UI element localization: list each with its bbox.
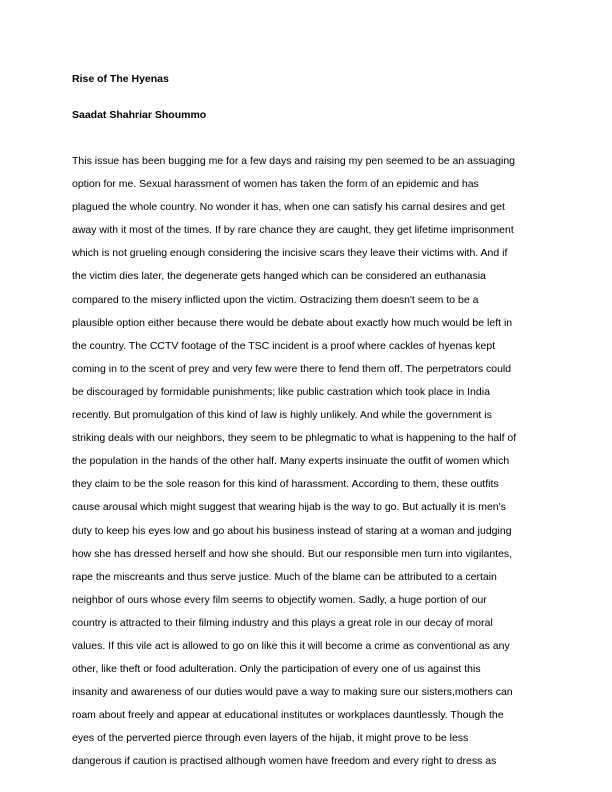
body-text-line: This issue has been bugging me for a few days and raising my pen seemed to be an assuaging	[72, 155, 516, 167]
body-text-line: be discouraged by formidable punishments; like public castration which took place in India	[72, 385, 490, 398]
body-text-line: plagued the whole country. No wonder it has, when one can satisfy his carnal desires and get	[72, 201, 505, 214]
body-text-line: rape the miscreants and thus serve justice. Much of the blame can be attributed to a certain	[72, 570, 497, 583]
body-text-line: neighbor of ours whose every film seems to objectify women. Sadly, a huge portion of our	[72, 593, 487, 606]
body-text-line: insanity and awareness of our duties would pave a way to making sure our sisters,mothers can	[72, 686, 513, 699]
author-name: Saadat Shahriar Shoummo	[72, 109, 207, 121]
body-text-line: the country. The CCTV footage of the TSC incident is a proof where cackles of hyenas kept	[72, 339, 496, 352]
body-text-line: plausible option either because there would be debate about exactly how much would be left in	[72, 316, 513, 329]
body-text-line: values. If this vile act is allowed to go on like this it will become a crime as conventional as any	[72, 639, 510, 652]
body-text-line: cause arousal which might suggest that wearing hijab is the way to go. But actually it is men's	[72, 501, 506, 514]
body-text-line: option for me. Sexual harassment of women has taken the form of an epidemic and has	[72, 178, 479, 191]
body-text-line: duty to keep his eyes low and go about his business instead of staring at a woman and judging	[72, 524, 512, 537]
body-text-line: they claim to be the sole reason for this kind of harassment. According to them, these outfits	[72, 478, 499, 491]
body-text-line: country is attracted to their filming industry and this plays a great role in our decay of moral	[72, 616, 493, 629]
body-text-line: other, like theft or food adulteration. Only the participation of every one of us against this	[72, 663, 481, 676]
body-text-line: away with it most of the times. If by rare chance they are caught, they get lifetime imprisonment	[72, 224, 514, 237]
body-text-line: the population in the hands of the other half. Many experts insinuate the outfit of women which	[72, 455, 510, 468]
body-text-line: coming in to the scent of prey and very few were there to fend them off. The perpetrators could	[72, 362, 512, 375]
body-text-line: recently. But promulgation of this kind of law is highly unlikely. And while the government is	[72, 409, 492, 422]
body-text-line: which is not grueling enough considering the incisive scars they leave their victims with. And if	[72, 247, 508, 260]
document-title: Rise of The Hyenas	[72, 73, 169, 85]
body-text-line: dangerous if caution is practised although women have freedom and every right to dress as	[72, 755, 497, 768]
body-text	[72, 154, 542, 778]
body-text-line: the victim dies later, the degenerate gets hanged which can be considered an euthanasia	[72, 270, 486, 283]
body-text-line: roam about freely and appear at educational institutes or workplaces dauntlessly. Though the	[72, 709, 504, 722]
body-text-line: eyes of the perverted pierce through even layers of the hijab, it might prove to be less	[72, 732, 469, 745]
body-text-line: compared to the misery inflicted upon the victim. Ostracizing them doesn't seem to be a	[72, 293, 479, 306]
body-text-line: striking deals with our neighbors, they seem to be phlegmatic to what is happening to the half of	[72, 432, 517, 445]
body-text-line: how she has dressed herself and how she should. But our responsible men turn into vigilantes,	[72, 547, 513, 560]
